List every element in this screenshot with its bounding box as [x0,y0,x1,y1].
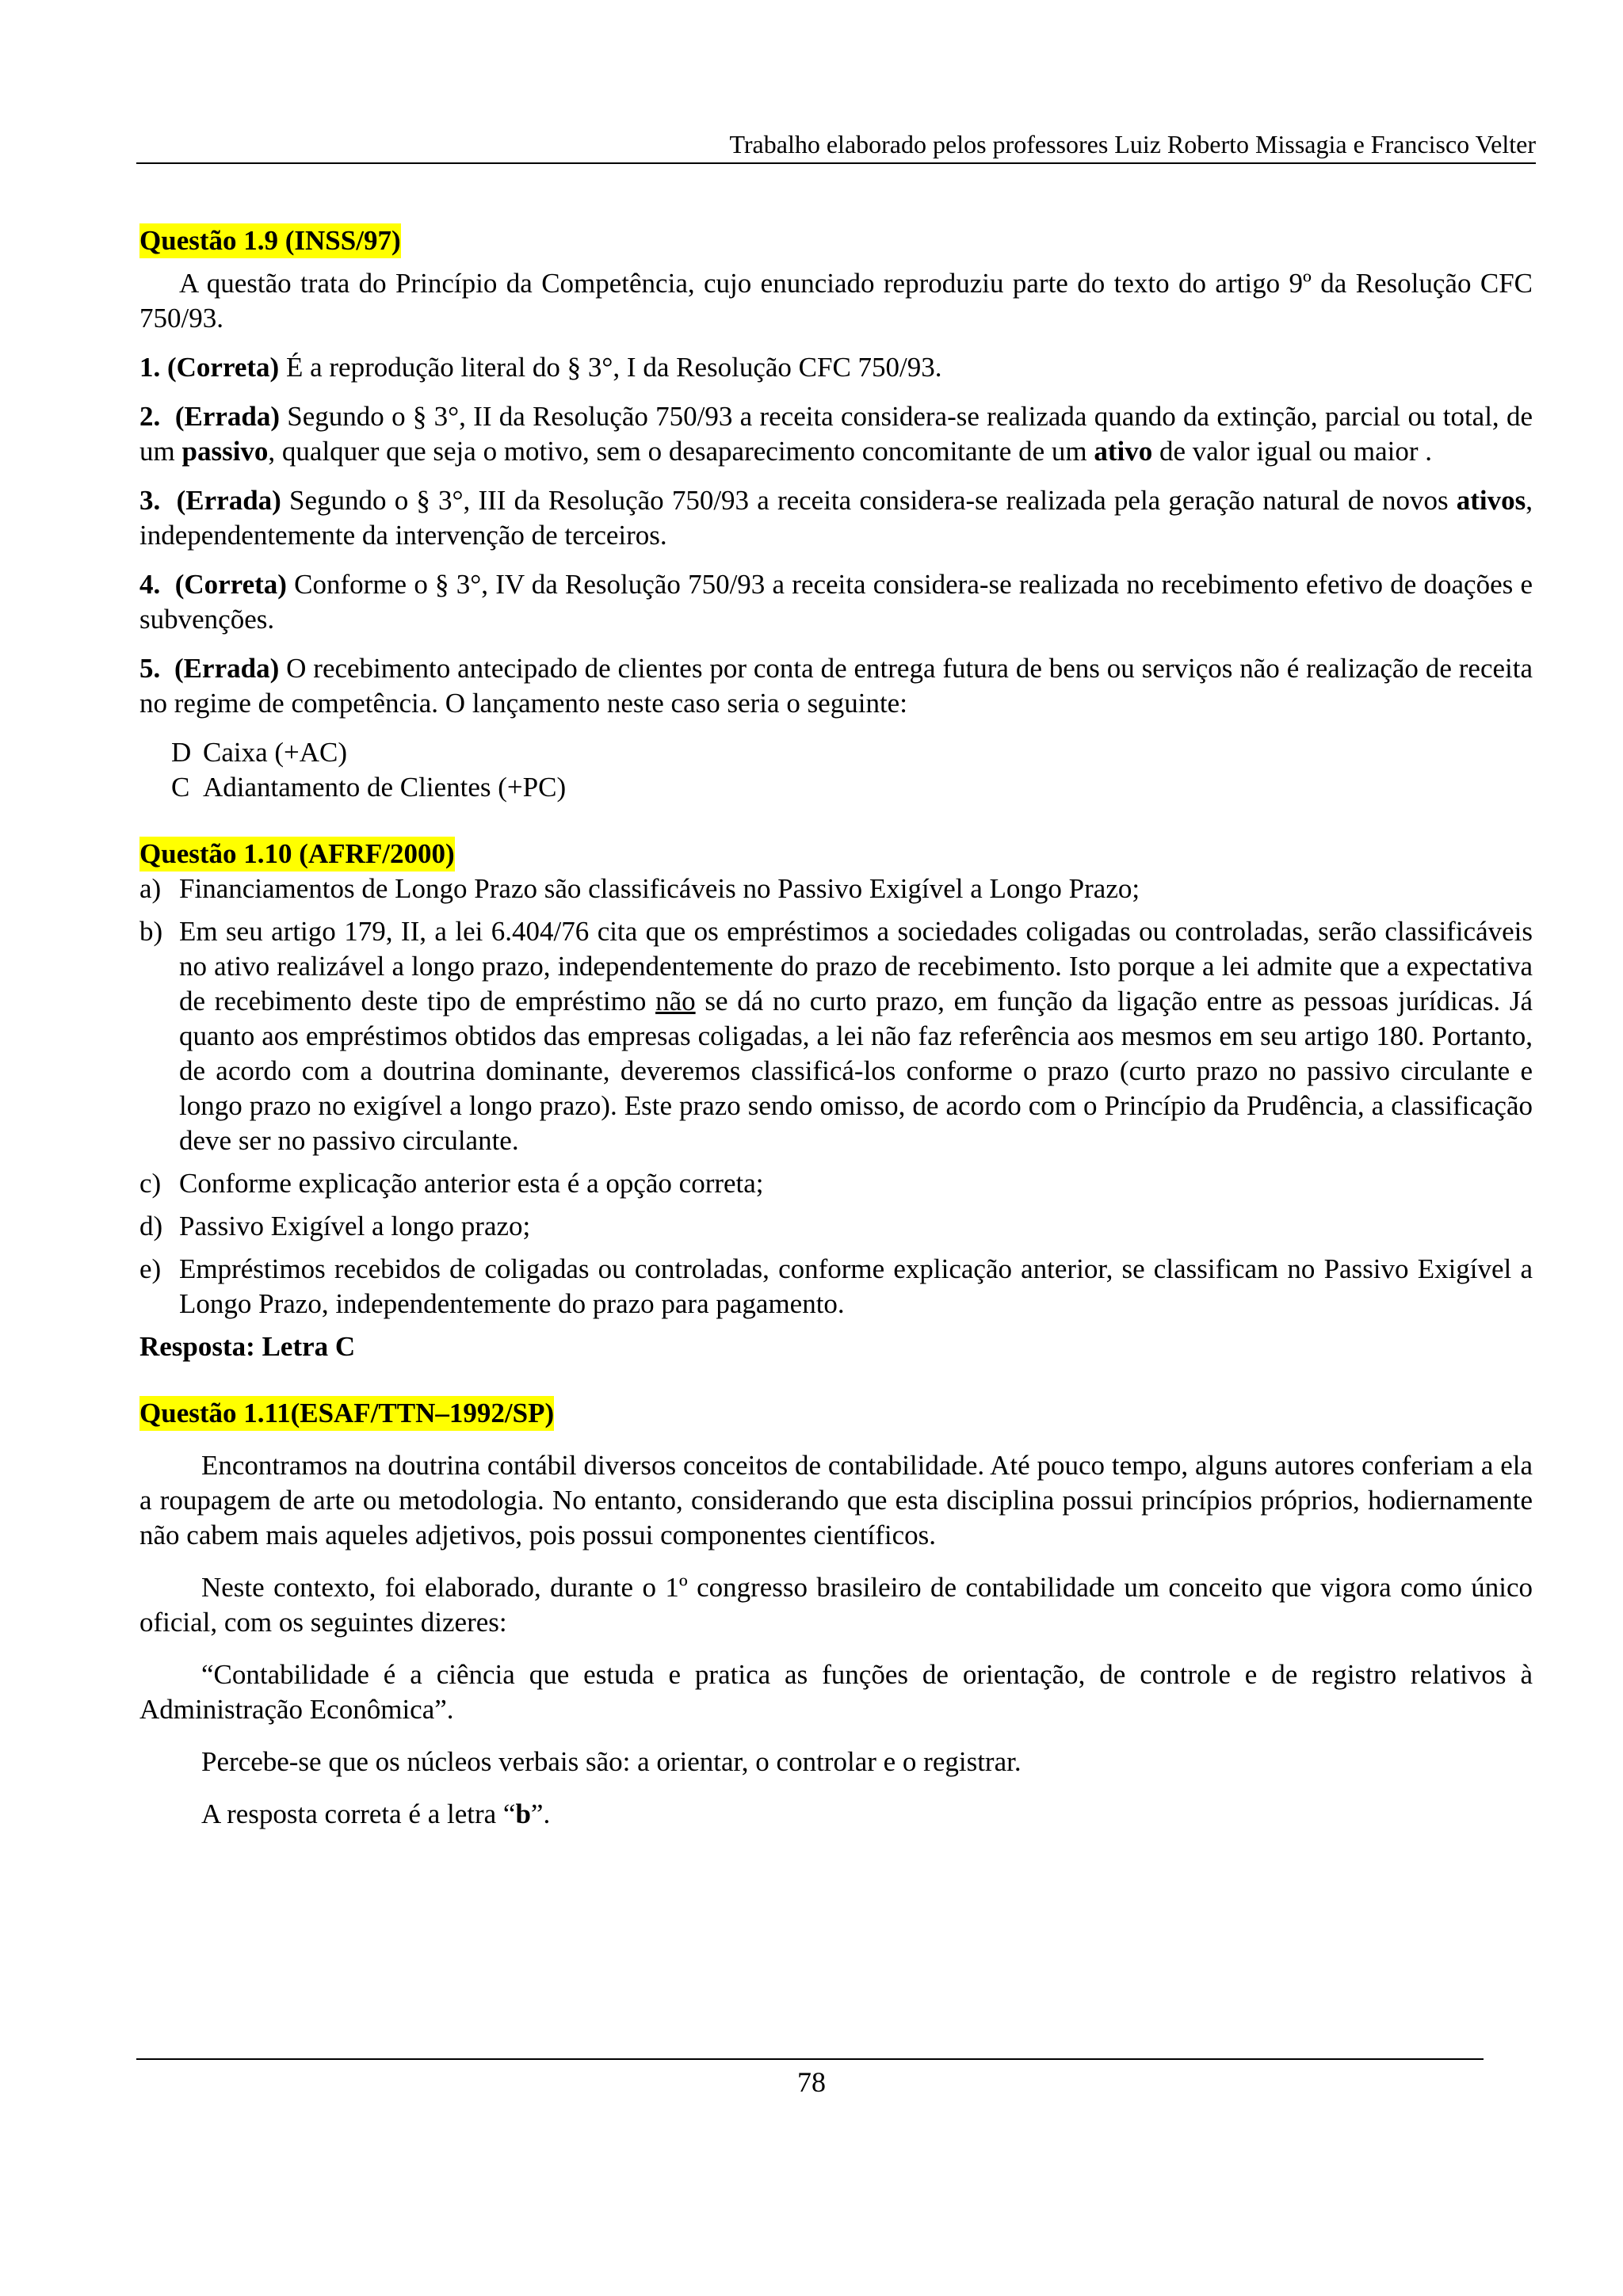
section-title-q111 [139,1396,1533,1431]
item-label: (Errada) [174,653,280,684]
answer-text: Resposta: Letra C [139,1331,356,1362]
paragraph-text: A resposta correta é a letra “ [201,1798,516,1829]
q19-item-1 [139,350,1533,385]
item-number: 4. [139,569,161,600]
q110-option-d [139,1209,1533,1244]
option-marker: a) [139,873,162,904]
q19-item-3 [139,483,1533,553]
q111-paragraph-2: Neste contexto, foi elaborado, durante o 1º congresso brasileiro de contabilidade um conceito que vigora como único oficial, com os seguintes dizeres: [139,1572,1533,1638]
item-label: (Errada) [174,401,281,432]
option-text [179,914,1533,1158]
item-text: O recebimento antecipado de clientes por conta de entrega futura de bens ou serviços não é realização de receita no regime de competência. O lançamento neste caso seria o seguinte: [139,653,1533,719]
option-marker: c) [139,1168,162,1199]
underlined-word: não [655,986,696,1016]
item-number: 3. [139,485,161,516]
item-bold-term: ativos [1456,485,1526,516]
journal-entry-credit [139,770,1533,805]
option-text: Conforme explicação anterior esta é a opção correta; [179,1168,764,1199]
item-bold-term: passivo [181,436,269,467]
q111-paragraph-3: “Contabilidade é a ciência que estuda e pratica as funções de orientação, de controle e de registro relativos à Administração Econômica”. [139,1659,1533,1725]
entry-code: C [171,772,190,803]
entry-text: Caixa (+AC) [203,737,348,768]
option-text: Financiamentos de Longo Prazo são classificáveis no Passivo Exigível a Longo Prazo; [179,873,1140,904]
item-text: Segundo o § 3°, III da Resolução 750/93 a receita considera-se realizada pela geração natural de novos [281,485,1457,516]
entry-code: D [171,737,192,768]
item-text: É a reprodução literal do § 3°, I da Resolução CFC 750/93. [279,352,942,383]
highlighted-title: Questão 1.10 (AFRF/2000) [139,837,455,871]
item-text: de valor igual ou maior . [1152,436,1433,467]
option-marker: d) [139,1211,163,1241]
option-marker: e) [139,1253,162,1284]
q110-option-c [139,1166,1533,1201]
item-text: Conforme o § 3°, IV da Resolução 750/93 a receita considera-se realizada no recebimento efetivo de doações e subvenções. [139,569,1533,635]
option-text: Passivo Exigível a longo prazo; [179,1211,531,1241]
item-number: 5. [139,653,161,684]
q19-intro: A questão trata do Princípio da Competência, cujo enunciado reproduziu parte do texto do artigo 9º da Resolução CFC 750/93. [139,268,1533,334]
highlighted-title: Questão 1.9 (INSS/97) [139,223,401,258]
page-content [139,223,1533,1832]
item-text: Segundo o § 3°, II da Resolução 750/93 a receita considera-se realizada quando da extinção, parcial ou total, de um [139,401,1533,467]
q110-option-a [139,871,1533,906]
item-text: , qualquer que seja o motivo, sem o desaparecimento concomitante de um [268,436,1094,467]
option-text-part: Em seu artigo 179, II, a lei 6.404/76 cita que os empréstimos a sociedades coligadas ou controladas, serão classificáveis no ativo realizável a longo prazo, independentemente do prazo de recebimento. Isto porque a lei admite que a expectativa de recebimento deste tipo de empréstimo [179,916,1533,1016]
q19-item-5 [139,651,1533,721]
item-bold-term: ativo [1094,436,1153,467]
q110-answer [139,1329,1533,1364]
q111-paragraph-1: Encontramos na doutrina contábil diversos conceitos de contabilidade. Até pouco tempo, alguns autores conferiam a ela a roupagem de arte ou metodologia. No entanto, considerando que esta disciplina possui princípios próprios, hodiernamente não cabem mais aqueles adjetivos, pois possui componentes científicos. [139,1450,1533,1550]
q111-paragraph-5 [139,1797,1533,1832]
journal-entry-debit [139,735,1533,770]
section-title-q19 [139,223,1533,258]
entry-text: Adiantamento de Clientes (+PC) [203,772,567,803]
item-label: (Correta) [167,352,280,383]
highlighted-title: Questão 1.11(ESAF/TTN–1992/SP) [139,1396,554,1431]
q19-item-4 [139,567,1533,637]
item-number: 2. [139,401,161,432]
q110-option-b [139,914,1533,1158]
section-title-q110 [139,837,1533,871]
page-number: 78 [797,2066,826,2098]
option-text-part: se dá no curto prazo, em função da ligação entre as pessoas jurídicas. Já quanto aos empréstimos obtidos das empresas coligadas, a lei não faz referência aos mesmos em seu artigo 180. Portanto, de acordo com a doutrina dominante, deveremos classificá-los conforme o prazo (curto prazo no passivo circulante e longo prazo no exigível a longo prazo). Este prazo sendo omisso, de acordo com o Princípio da Prudência, a classificação deve ser no passivo circulante. [179,986,1533,1156]
option-marker: b) [139,916,163,947]
answer-letter: b [515,1798,531,1829]
item-label: (Errada) [176,485,281,516]
item-number: 1. [139,352,161,383]
item-text: , independentemente da intervenção de terceiros. [139,485,1533,551]
q19-item-2 [139,399,1533,469]
footer-rule [136,2058,1484,2060]
page-header: Trabalho elaborado pelos professores Luiz Roberto Missagia e Francisco Velter [136,128,1536,164]
option-text: Empréstimos recebidos de coligadas ou controladas, conforme explicação anterior, se classificam no Passivo Exigível a Longo Prazo, independentemente do prazo para pagamento. [179,1253,1533,1319]
item-label: (Correta) [174,569,287,600]
q110-option-e [139,1252,1533,1322]
q111-paragraph-4: Percebe-se que os núcleos verbais são: a orientar, o controlar e o registrar. [201,1746,1022,1777]
paragraph-text: ”. [530,1798,551,1829]
